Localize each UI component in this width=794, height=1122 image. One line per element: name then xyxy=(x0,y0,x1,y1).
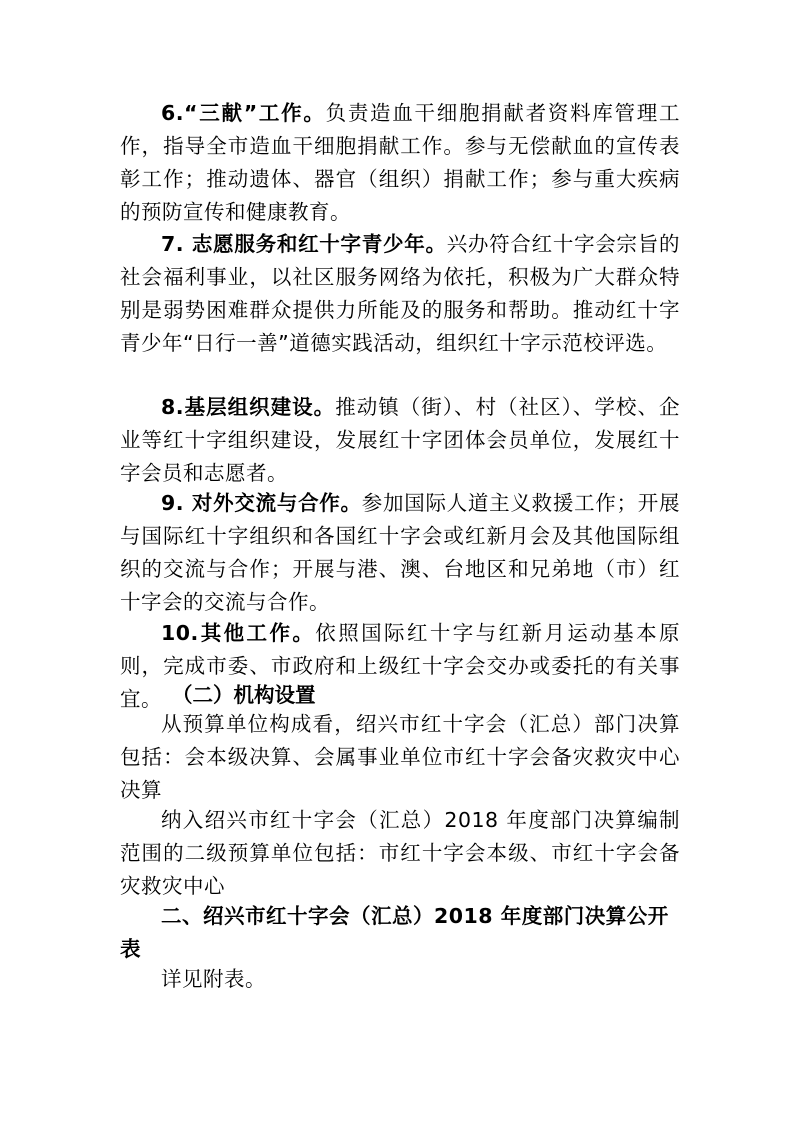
section-main-heading: 二、绍兴市红十字会（汇总）2018 年度部门决算公开表 xyxy=(120,904,669,961)
item-10-heading: 10.其他工作。 xyxy=(161,621,316,645)
item-6-heading: 6.“三献”工作。 xyxy=(161,101,326,125)
scope-paragraph: 纳入绍兴市红十字会（汇总）2018 年度部门决算编制范围的二级预算单位包括：市红十字会本级、市红十字会备灾救灾中心 xyxy=(120,808,680,898)
item-7-paragraph xyxy=(120,228,680,360)
item-8-paragraph xyxy=(120,391,680,490)
item-10-text: 依照国际红十字与红新月运动基本原则，完成市委、市政府和上级红十字会交办或委托的有关事宜。 xyxy=(120,621,680,711)
item-8-heading: 8.基层组织建设。 xyxy=(161,395,336,419)
item-6-text: 负责造血干细胞捐献者资料库管理工作，指导全市造血干细胞捐献工作。参与无偿献血的宣传表彰工作；推动遗体、器官（组织）捐献工作；参与重大疾病的预防宣传和健康教育。 xyxy=(120,101,681,224)
item-9-heading: 9. 对外交流与合作。 xyxy=(161,491,362,515)
item-9-text: 参加国际人道主义救援工作；开展与国际红十字组织和各国红十字会或红新月会及其他国际组织的交流与合作；开展与港、澳、台地区和兄弟地（市）红十字会的交流与合作。 xyxy=(120,491,680,614)
structure-paragraph: 从预算单位构成看，绍兴市红十字会（汇总）部门决算包括：会本级决算、会属事业单位市红十字会备灾救灾中心决算 xyxy=(120,712,680,802)
closing-paragraph: 详见附表。 xyxy=(161,967,266,991)
item-6-paragraph xyxy=(120,97,680,229)
section-sub-heading: （二）机构设置 xyxy=(172,683,316,707)
item-7-heading: 7. 志愿服务和红十字青少年。 xyxy=(161,232,447,256)
item-7-text: 兴办符合红十字会宗旨的社会福利事业，以社区服务网络为依托，积极为广大群众特别是弱势困难群众提供力所能及的服务和帮助。推动红十字青少年“日行一善”道德实践活动，组织红十字示范校评选。 xyxy=(120,232,680,355)
item-8-text: 推动镇（街）、村（社区）、学校、企业等红十字组织建设，发展红十字团体会员单位，发展红十字会员和志愿者。 xyxy=(120,395,680,485)
item-9-paragraph xyxy=(120,487,680,619)
